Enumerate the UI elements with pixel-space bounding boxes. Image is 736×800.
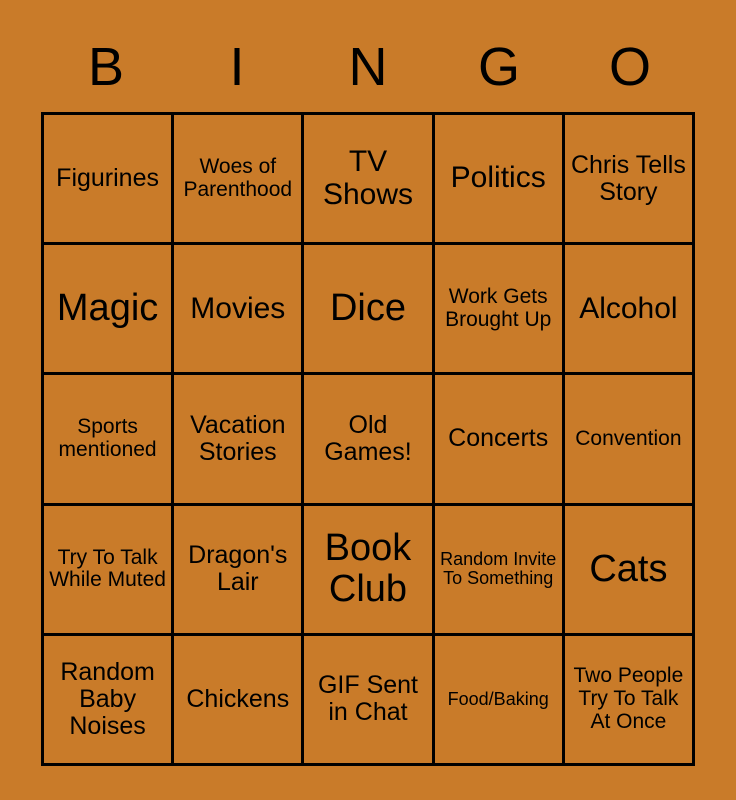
bingo-cell[interactable]	[565, 115, 695, 245]
bingo-cell[interactable]	[174, 245, 304, 375]
bingo-cell-label: Woes of Parenthood	[183, 154, 293, 201]
bingo-cell[interactable]	[304, 636, 434, 766]
bingo-cell-label: Vacation Stories	[190, 410, 286, 466]
bingo-cell[interactable]	[565, 375, 695, 505]
bingo-header-letter-o: O	[608, 37, 651, 97]
bingo-cell[interactable]	[565, 245, 695, 375]
bingo-cell[interactable]	[304, 506, 434, 636]
bingo-cell-label: Movies	[190, 291, 286, 325]
bingo-cell[interactable]	[44, 506, 174, 636]
bingo-cell-label: Dragon's Lair	[188, 541, 288, 597]
bingo-cell[interactable]	[565, 506, 695, 636]
bingo-header	[41, 36, 695, 98]
bingo-cell[interactable]	[174, 115, 304, 245]
bingo-cell-label: Old Games!	[324, 410, 412, 466]
bingo-cell-label: TV Shows	[322, 145, 414, 211]
bingo-cell[interactable]	[44, 375, 174, 505]
bingo-header-letter-n: N	[348, 37, 388, 97]
bingo-cell[interactable]	[44, 636, 174, 766]
bingo-cell-label: Try To Talk While Muted	[49, 545, 166, 592]
bingo-cell-label: Random Invite To Something	[440, 548, 557, 589]
bingo-cell-label: Two People Try To Talk At Once	[573, 664, 684, 733]
bingo-grid	[41, 112, 695, 766]
bingo-header-letter-i: I	[229, 37, 245, 97]
bingo-cell[interactable]	[435, 636, 565, 766]
bingo-cell-label: Chris Tells Story	[570, 150, 686, 206]
bingo-cell-label: Random Baby Noises	[60, 657, 155, 740]
bingo-cell[interactable]	[435, 375, 565, 505]
bingo-cell[interactable]	[304, 115, 434, 245]
bingo-cell-label: Book Club	[324, 527, 412, 611]
bingo-cell-label: Dice	[329, 287, 406, 330]
bingo-cell[interactable]	[304, 375, 434, 505]
bingo-cell-label: Alcohol	[579, 291, 678, 325]
bingo-cell-label: Sports mentioned	[58, 415, 157, 461]
bingo-cell[interactable]	[435, 245, 565, 375]
bingo-cell[interactable]	[44, 115, 174, 245]
bingo-cell[interactable]	[304, 245, 434, 375]
bingo-cell[interactable]	[44, 245, 174, 375]
bingo-cell[interactable]	[435, 115, 565, 245]
bingo-cell[interactable]	[174, 506, 304, 636]
bingo-header-letter-g: G	[477, 37, 520, 97]
bingo-cell-label: Magic	[56, 287, 159, 330]
bingo-cell[interactable]	[435, 506, 565, 636]
bingo-cell-label: Cats	[589, 547, 668, 590]
bingo-header-letter-b: B	[87, 37, 125, 97]
bingo-cell-label: Figurines	[56, 164, 159, 193]
bingo-cell[interactable]	[565, 636, 695, 766]
bingo-cell-label: Work Gets Brought Up	[445, 285, 552, 331]
bingo-cell-label: Convention	[575, 426, 682, 450]
bingo-cell[interactable]	[174, 375, 304, 505]
bingo-cell-label: Chickens	[186, 684, 290, 713]
bingo-cell-label: Politics	[450, 161, 546, 195]
bingo-cell[interactable]	[174, 636, 304, 766]
bingo-cell-label: Food/Baking	[447, 688, 549, 709]
bingo-cell-label: GIF Sent in Chat	[317, 671, 419, 727]
bingo-cell-label: Concerts	[448, 424, 549, 453]
